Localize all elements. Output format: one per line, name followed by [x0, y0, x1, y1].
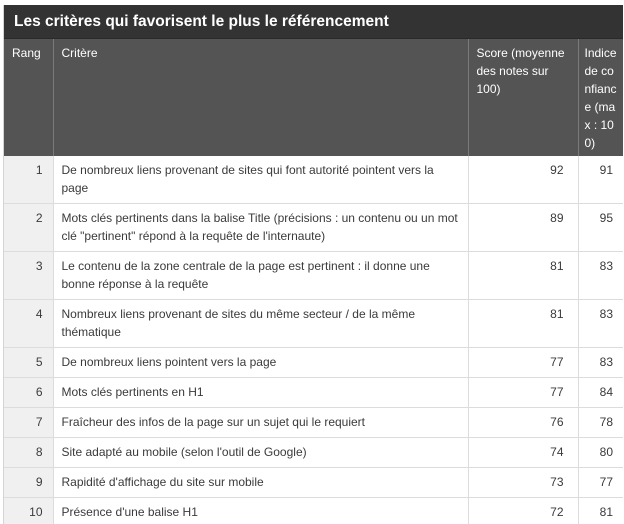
- row-score: 89: [468, 204, 578, 252]
- row-score: 72: [468, 498, 578, 524]
- row-confidence: 81: [578, 498, 623, 524]
- row-confidence: 77: [578, 468, 623, 498]
- row-criterion: Mots clés pertinents dans la balise Title (précisions : un contenu ou un mot clé "pertinent" répond à la requête de l'internaute): [53, 204, 468, 252]
- row-confidence: 83: [578, 348, 623, 378]
- header-rank: Rang: [4, 39, 53, 156]
- row-criterion: De nombreux liens pointent vers la page: [53, 348, 468, 378]
- criteria-table: [4, 39, 623, 524]
- row-rank: 6: [4, 378, 53, 408]
- row-rank: 8: [4, 438, 53, 468]
- row-rank: 7: [4, 408, 53, 438]
- row-criterion: Présence d'une balise H1: [53, 498, 468, 524]
- row-criterion: De nombreux liens provenant de sites qui font autorité pointent vers la page: [53, 156, 468, 204]
- row-score: 74: [468, 438, 578, 468]
- table-row: [4, 468, 623, 498]
- row-rank: 5: [4, 348, 53, 378]
- row-score: 73: [468, 468, 578, 498]
- table-row: [4, 300, 623, 348]
- row-score: 92: [468, 156, 578, 204]
- row-score: 77: [468, 378, 578, 408]
- table-row: [4, 408, 623, 438]
- row-confidence: 84: [578, 378, 623, 408]
- table-row: [4, 498, 623, 524]
- table-row: [4, 156, 623, 204]
- row-criterion: Site adapté au mobile (selon l'outil de Google): [53, 438, 468, 468]
- ranking-table-container: [3, 5, 623, 524]
- table-row: [4, 252, 623, 300]
- row-confidence: 95: [578, 204, 623, 252]
- row-rank: 3: [4, 252, 53, 300]
- row-rank: 1: [4, 156, 53, 204]
- row-rank: 2: [4, 204, 53, 252]
- row-score: 81: [468, 300, 578, 348]
- header-row: [4, 39, 623, 156]
- table-row: [4, 378, 623, 408]
- header-criterion: Critère: [53, 39, 468, 156]
- row-criterion: Le contenu de la zone centrale de la page est pertinent : il donne une bonne réponse à la requête: [53, 252, 468, 300]
- row-score: 81: [468, 252, 578, 300]
- row-criterion: Mots clés pertinents en H1: [53, 378, 468, 408]
- row-confidence: 91: [578, 156, 623, 204]
- table-row: [4, 348, 623, 378]
- table-row: [4, 204, 623, 252]
- header-score: Score (moyenne des notes sur 100): [468, 39, 578, 156]
- row-confidence: 80: [578, 438, 623, 468]
- table-row: [4, 438, 623, 468]
- table-title: Les critères qui favorisent le plus le référencement: [4, 5, 623, 39]
- row-rank: 9: [4, 468, 53, 498]
- row-rank: 4: [4, 300, 53, 348]
- row-score: 76: [468, 408, 578, 438]
- row-confidence: 83: [578, 300, 623, 348]
- row-criterion: Fraîcheur des infos de la page sur un sujet qui le requiert: [53, 408, 468, 438]
- row-criterion: Nombreux liens provenant de sites du même secteur / de la même thématique: [53, 300, 468, 348]
- row-confidence: 78: [578, 408, 623, 438]
- row-rank: 10: [4, 498, 53, 524]
- row-confidence: 83: [578, 252, 623, 300]
- row-criterion: Rapidité d'affichage du site sur mobile: [53, 468, 468, 498]
- header-confidence: Indice de confiance (max : 100): [578, 39, 623, 156]
- row-score: 77: [468, 348, 578, 378]
